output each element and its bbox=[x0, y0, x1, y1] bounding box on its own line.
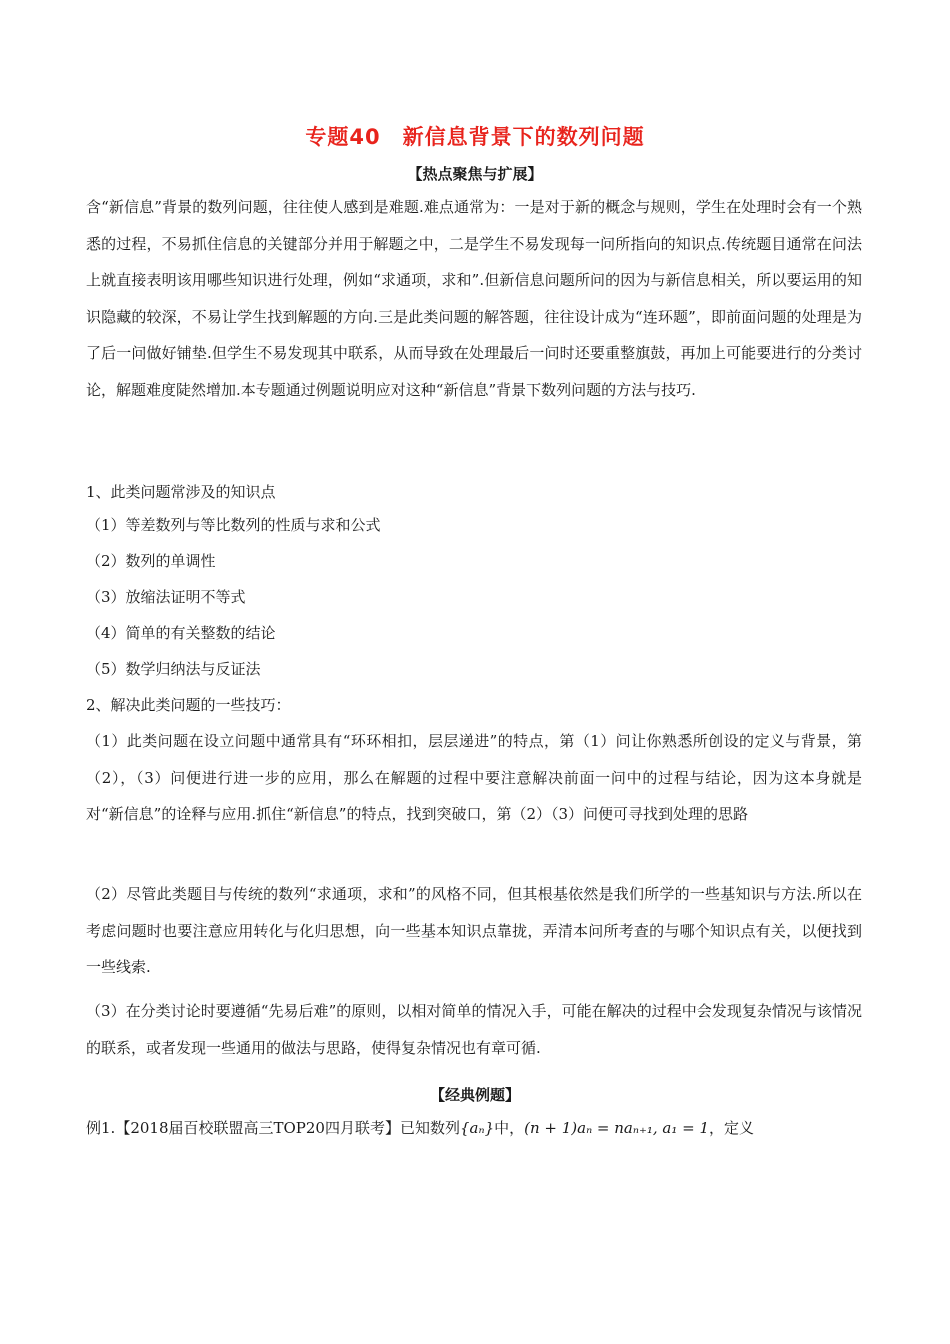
example-1-text-a: 已知数列 bbox=[399, 1119, 460, 1137]
tip-paragraph-1: （1）此类问题在设立问题中通常具有“环环相扣，层层递进”的特点，第（1）问让你熟悉所创设的定义与背景，第（2），（3）问便进行进一步的应用，那么在解题的过程中要注意解决前面一问中的过程与结论，因为这本身就是对“新信息”的诠释与应用.抓住“新信息”的特点，找到突破口，第（2）（3）问便可寻找到处理的思路 bbox=[86, 732, 862, 823]
example-1 bbox=[86, 1117, 862, 1139]
intro-paragraph: 含“新信息”背景的数列问题，往往使人感到是难题.难点通常为：一是对于新的概念与规则，学生在处理时会有一个熟悉的过程，不易抓住信息的关键部分并用于解题之中，二是学生不易发现每一问所指向的知识点.传统题目通常在问法上就直接表明该用哪些知识进行处理，例如“求通项，求和”.但新信息问题所问的因为与新信息相关，所以要运用的知识隐藏的较深，不易让学生找到解题的方向.三是此类问题的解答题，往往设计成为“连环题”，即前面问题的处理是为了后一问做好铺垫.但学生不易发现其中联系，从而导致在处理最后一问时还要重整旗鼓，再加上可能要进行的分类讨论，解题难度陡然增加.本专题通过例题说明应对这种“新信息”背景下数列问题的方法与技巧. bbox=[86, 198, 862, 399]
section-heading-hotspots: 【热点聚焦与扩展】 bbox=[407, 165, 543, 183]
knowledge-item-4: （4）简单的有关整数的结论 bbox=[86, 624, 276, 642]
tips-heading: 2、解决此类问题的一些技巧： bbox=[86, 696, 291, 714]
example-1-text-b: 中， bbox=[494, 1119, 525, 1137]
knowledge-heading: 1、此类问题常涉及的知识点 bbox=[86, 483, 276, 501]
document-title: 专题40 新信息背景下的数列问题 bbox=[305, 125, 645, 149]
knowledge-item-2: （2）数列的单调性 bbox=[86, 552, 216, 570]
knowledge-item-1: （1）等差数列与等比数列的性质与求和公式 bbox=[86, 516, 381, 534]
example-1-label: 例1. bbox=[86, 1119, 116, 1137]
tip-paragraph-2: （2）尽管此类题目与传统的数列“求通项，求和”的风格不同，但其根基依然是我们所学的一些基知识与方法.所以在考虑问题时也要注意应用转化与化归思想，向一些基本知识点靠拢，弄清本问所考查的与哪个知识点有关，以便找到一些线索. bbox=[86, 885, 862, 976]
knowledge-item-3: （3）放缩法证明不等式 bbox=[86, 588, 246, 606]
section-heading-examples: 【经典例题】 bbox=[429, 1086, 520, 1104]
example-1-formula: (n + 1)aₙ = naₙ₊₁, a₁ = 1 bbox=[524, 1119, 710, 1137]
example-1-sequence: {aₙ} bbox=[460, 1119, 495, 1137]
knowledge-item-5: （5）数学归纳法与反证法 bbox=[86, 660, 261, 678]
example-1-source: 【2018届百校联盟高三TOP20四月联考】 bbox=[115, 1119, 400, 1137]
example-1-text-c: ，定义 bbox=[709, 1119, 755, 1137]
tip-paragraph-3: （3）在分类讨论时要遵循“先易后难”的原则，以相对简单的情况入手，可能在解决的过程中会发现复杂情况与该情况的联系，或者发现一些通用的做法与思路，使得复杂情况也有章可循. bbox=[86, 1002, 862, 1057]
